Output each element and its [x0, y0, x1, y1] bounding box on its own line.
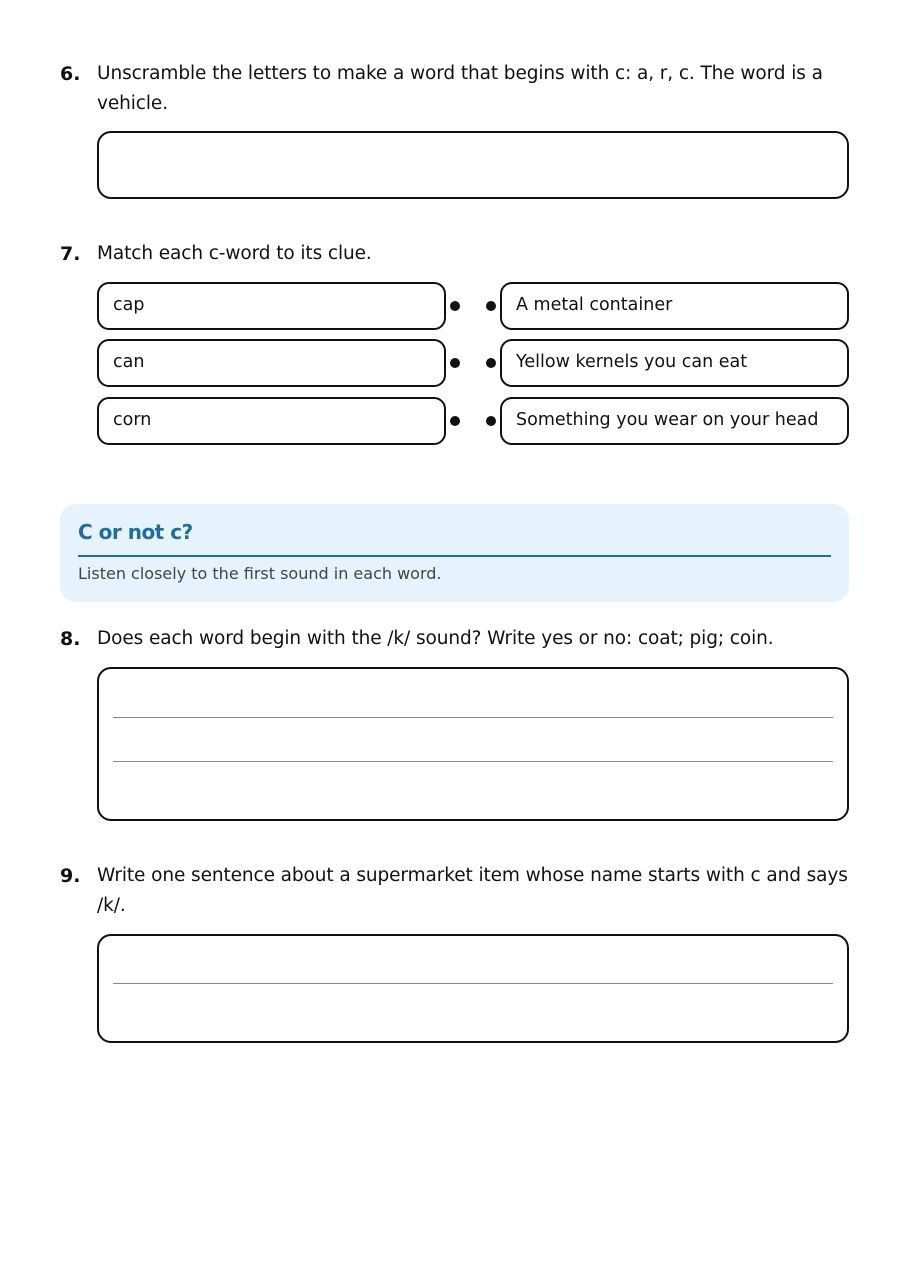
question-9: [60, 861, 850, 921]
question-text: Does each word begin with the /k/ sound? Write yes or no: coat; pig; coin.: [97, 628, 774, 649]
match-dot-left[interactable]: [450, 301, 460, 311]
question-text: Unscramble the letters to make a word that begins with c: a, r, c. The word is a vehicle.: [97, 63, 823, 114]
match-clue-kernels[interactable]: Yellow kernels you can eat: [500, 339, 849, 387]
question-number: 7.: [60, 243, 81, 265]
answer-box-9[interactable]: [97, 934, 849, 1043]
question-text: Write one sentence about a supermarket item whose name starts with c and says /k/.: [97, 865, 848, 916]
match-word-corn[interactable]: corn: [97, 397, 446, 445]
writing-line: [113, 717, 833, 718]
match-dot-right[interactable]: [486, 416, 496, 426]
question-number: 9.: [60, 865, 81, 887]
question-6: [60, 59, 850, 119]
question-number: 6.: [60, 63, 81, 85]
match-dot-right[interactable]: [486, 301, 496, 311]
match-dot-right[interactable]: [486, 358, 496, 368]
match-dot-left[interactable]: [450, 416, 460, 426]
writing-line: [113, 761, 833, 762]
callout-divider: [78, 555, 831, 557]
question-text: Match each c-word to its clue.: [97, 243, 372, 264]
match-clue-container[interactable]: A metal container: [500, 282, 849, 330]
writing-line: [113, 983, 833, 984]
match-word-cap[interactable]: cap: [97, 282, 446, 330]
question-number: 8.: [60, 628, 81, 650]
match-clue-head[interactable]: Something you wear on your head: [500, 397, 849, 445]
match-word-can[interactable]: can: [97, 339, 446, 387]
answer-box-8[interactable]: [97, 667, 849, 821]
callout-title: C or not c?: [78, 520, 193, 544]
question-8: [60, 624, 850, 654]
question-7: [60, 239, 850, 269]
callout-body: Listen closely to the first sound in each word.: [78, 564, 442, 583]
answer-box-6[interactable]: [97, 131, 849, 199]
match-dot-left[interactable]: [450, 358, 460, 368]
tip-callout: [60, 504, 849, 602]
